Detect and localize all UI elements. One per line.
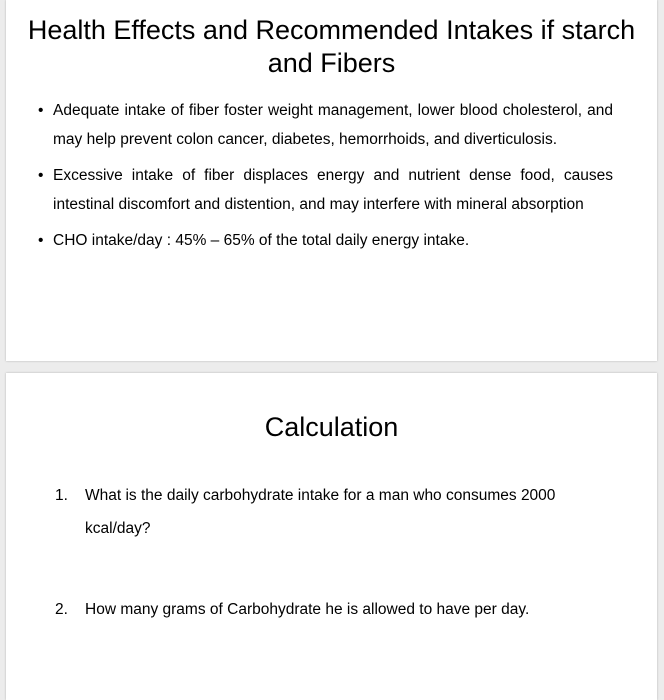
question-text: What is the daily carbohydrate intake for a man who consumes 2000 kcal/day? — [85, 487, 556, 537]
question-number: 1. — [55, 487, 68, 504]
question-text: How many grams of Carbohydrate he is allowed to have per day. — [85, 601, 530, 618]
slide-title: Calculation — [264, 412, 399, 442]
bullet-list — [53, 96, 613, 262]
slide-calculation — [6, 373, 657, 700]
question-list — [55, 479, 615, 626]
slide-health-effects — [6, 0, 657, 361]
bullet-item: • CHO intake/day : 45% – 65% of the total daily energy intake. — [53, 226, 613, 255]
question-item — [55, 593, 615, 626]
bullet-item: • Adequate intake of fiber foster weight management, lower blood cholesterol, and may help prevent colon cancer, diabetes, hemorrhoids, and diverticulosis. — [53, 96, 613, 154]
slide-title: Health Effects and Recommended Intakes if starch and Fibers — [27, 15, 636, 78]
bullet-item: • Excessive intake of fiber displaces energy and nutrient dense food, causes intestinal discomfort and distention, and may interfere with mineral absorption — [53, 161, 613, 219]
question-item — [55, 479, 615, 545]
question-number: 2. — [55, 601, 68, 618]
